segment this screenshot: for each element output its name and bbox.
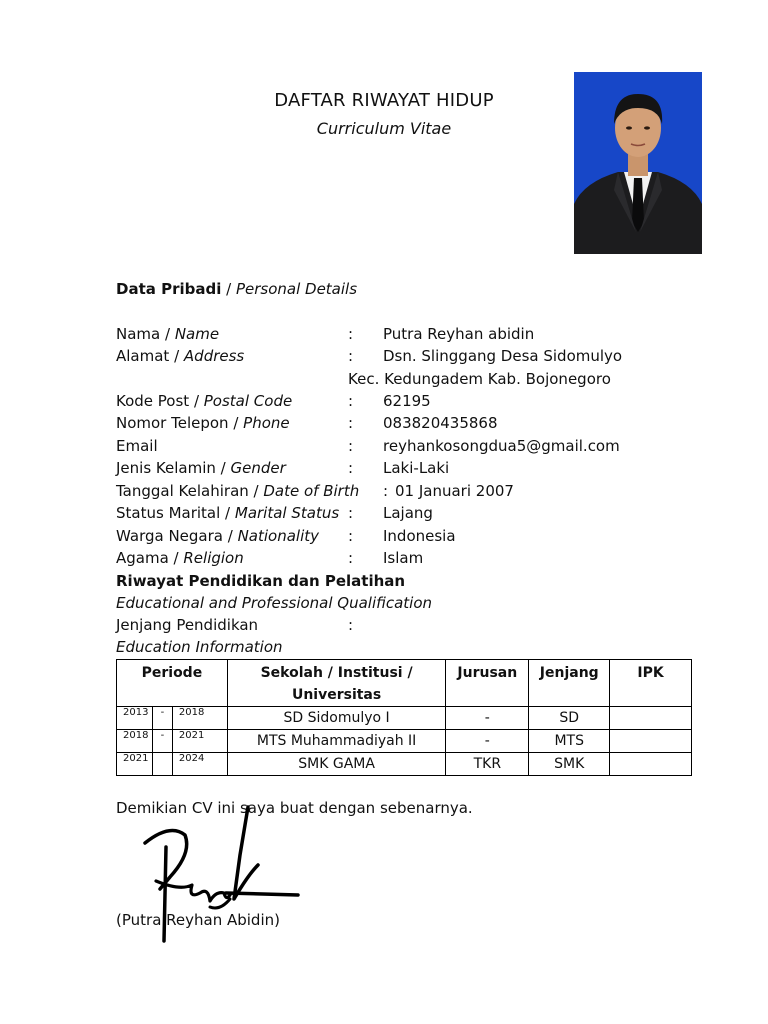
field-marital-status [116, 504, 676, 526]
field-value: Islam [383, 549, 424, 567]
field-colon: : [348, 549, 354, 567]
cell-dash: - [152, 730, 172, 753]
cell-start-year: 2013 [117, 707, 153, 730]
field-colon: : [348, 504, 354, 522]
header-jenjang: Jenjang [529, 660, 610, 707]
header-sekolah: Sekolah / Institusi / Universitas [227, 660, 446, 707]
field-label: Status Marital / Marital Status [116, 504, 340, 522]
field-colon: : [348, 392, 354, 410]
field-colon: : [348, 527, 354, 545]
field-colon: : [348, 437, 354, 455]
cell-major: - [446, 730, 529, 753]
signature-name: (Putra Reyhan Abidin) [116, 911, 280, 929]
field-colon: : [348, 347, 354, 365]
header-jurusan: Jurusan [446, 660, 529, 707]
cell-start-year: 2018 [117, 730, 153, 753]
field-value: Laki-Laki [383, 459, 450, 477]
cell-major: - [446, 707, 529, 730]
education-heading-en: Educational and Professional Qualification [116, 594, 433, 612]
field-colon: : [348, 616, 354, 634]
cell-gpa [610, 730, 692, 753]
cell-dash: - [152, 707, 172, 730]
field-value: reyhankosongdua5@gmail.com [383, 437, 620, 455]
field-colon: : [348, 414, 354, 432]
field-value: 62195 [383, 392, 431, 410]
cell-dash [152, 753, 172, 776]
field-label: Kode Post / Postal Code [116, 392, 293, 410]
personal-heading-id: Data Pribadi [116, 280, 222, 298]
field-colon: : [383, 482, 389, 500]
signature [130, 795, 330, 955]
field-education-level [116, 616, 676, 638]
field-gender [116, 459, 676, 481]
document-title: DAFTAR RIWAYAT HIDUP [274, 90, 494, 111]
header-periode: Periode [117, 660, 228, 707]
cell-level: SMK [529, 753, 610, 776]
education-table [116, 659, 692, 776]
field-value: Lajang [383, 504, 433, 522]
field-value: Dsn. Slinggang Desa Sidomulyo [383, 347, 623, 365]
profile-photo-illustration [574, 72, 702, 254]
field-colon: : [348, 325, 354, 343]
field-label: Tanggal Kelahiran / Date of Birth [116, 482, 360, 500]
field-label: Nomor Telepon / Phone [116, 414, 290, 432]
field-address-continuation: Kec. Kedungadem Kab. Bojonegoro [348, 370, 611, 388]
field-value: 01 Januari 2007 [395, 482, 514, 500]
field-value: Putra Reyhan abidin [383, 325, 535, 343]
field-colon: : [348, 459, 354, 477]
cell-level: MTS [529, 730, 610, 753]
cell-gpa [610, 707, 692, 730]
table-row [117, 753, 692, 776]
closing-statement: Demikian CV ini saya buat dengan sebenarnya. [116, 799, 473, 817]
field-religion [116, 549, 676, 571]
cell-school: SMK GAMA [227, 753, 446, 776]
field-nationality [116, 527, 676, 549]
education-heading: Riwayat Pendidikan dan Pelatihan [116, 572, 406, 590]
table-row [117, 730, 692, 753]
cell-level: SD [529, 707, 610, 730]
field-label: Agama / Religion [116, 549, 244, 567]
document-subtitle: Curriculum Vitae [316, 119, 452, 138]
signature-drawing [130, 795, 330, 955]
field-address [116, 347, 676, 369]
cell-school: SD Sidomulyo I [227, 707, 446, 730]
personal-details-heading [116, 280, 357, 298]
field-label: Jenis Kelamin / Gender [116, 459, 286, 477]
field-value: 083820435868 [383, 414, 498, 432]
field-value: Indonesia [383, 527, 456, 545]
cell-end-year: 2024 [172, 753, 227, 776]
personal-heading-en: Personal Details [235, 280, 358, 298]
cell-major: TKR [446, 753, 529, 776]
field-label: Email [116, 437, 158, 455]
cell-end-year: 2021 [172, 730, 227, 753]
cell-school: MTS Muhammadiyah II [227, 730, 446, 753]
field-label: Alamat / Address [116, 347, 245, 365]
cell-gpa [610, 753, 692, 776]
personal-heading-separator: / [221, 280, 236, 298]
cell-start-year: 2021 [117, 753, 153, 776]
field-label: Jenjang Pendidikan [116, 616, 259, 634]
field-label: Warga Negara / Nationality [116, 527, 320, 545]
header-ipk: IPK [610, 660, 692, 707]
field-phone [116, 414, 676, 436]
field-email [116, 437, 676, 459]
field-date-of-birth [116, 482, 676, 504]
table-header-row [117, 660, 692, 707]
field-name [116, 325, 676, 347]
table-row [117, 707, 692, 730]
profile-photo [574, 72, 702, 254]
field-postal-code [116, 392, 676, 414]
education-info-label: Education Information [116, 638, 283, 656]
cell-end-year: 2018 [172, 707, 227, 730]
field-label: Nama / Name [116, 325, 220, 343]
